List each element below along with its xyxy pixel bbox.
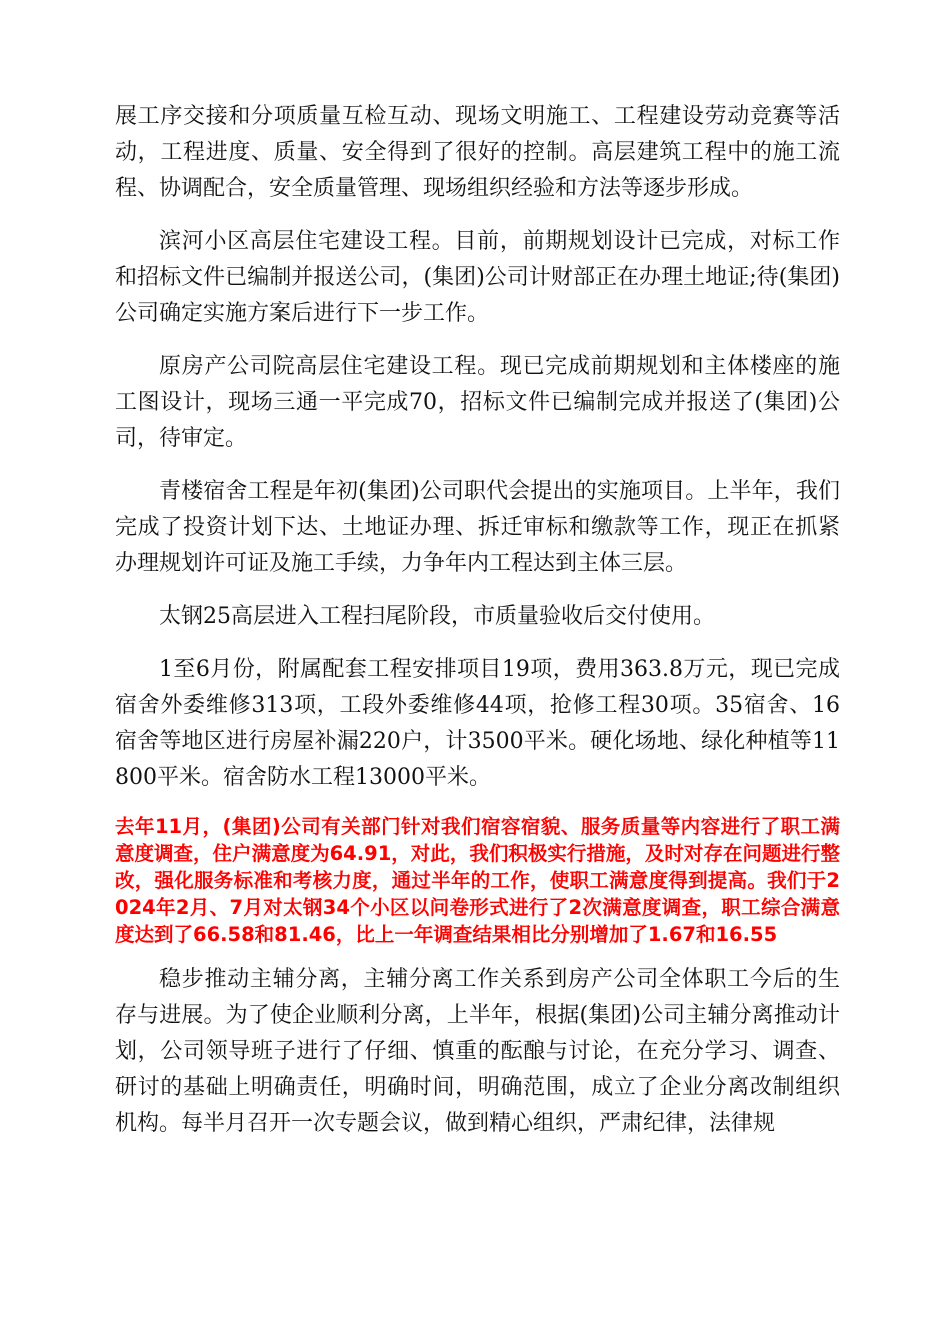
paragraph-satisfaction-survey-highlight: 去年11月，(集团)公司有关部门针对我们宿容宿貌、服务质量等内容进行了职工满意度调查，住户满意度为64.91，对此，我们积极实行措施，及时对存在问题进行整改，强化服务标准和考核力度，通过半年的工作，使职工满意度得到提高。我们于2024年2月、7月对太钢34个小区以问卷形式进行了2次满意度调查，职工综合满意度达到了66.58和81.46，比上一年调查结果相比分别增加了1.67和16.55: [115, 815, 840, 946]
paragraph-qinglou-dormitory: 青楼宿舍工程是年初(集团)公司职代会提出的实施项目。上半年，我们完成了投资计划下达、土地证办理、拆迁审标和缴款等工作，现正在抓紧办理规划许可证及施工手续，力争年内工程达到主体三层。: [115, 479, 840, 576]
paragraph-binhe-project: 滨河小区高层住宅建设工程。目前，前期规划设计已完成，对标工作和招标文件已编制并报送公司，(集团)公司计财部正在办理土地证;待(集团)公司确定实施方案后进行下一步工作。: [115, 229, 840, 326]
paragraph-main-auxiliary-separation: 稳步推动主辅分离，主辅分离工作关系到房产公司全体职工今后的生存与进展。为了使企业顺利分离，上半年，根据(集团)公司主辅分离推动计划，公司领导班子进行了仔细、慎重的酝酿与讨论，在充分学习、调查、研讨的基础上明确责任，明确时间，明确范围，成立了企业分离改制组织机构。每半月召开一次专题会议，做到精心组织，严肃纪律，法律规: [115, 967, 840, 1136]
paragraph-taigang-25: 太钢25高层进入工程扫尾阶段，市质量验收后交付使用。: [159, 604, 715, 629]
paragraph-continuation: 展工序交接和分项质量互检互动、现场文明施工、工程建设劳动竞赛等活动，工程进度、质量、安全得到了很好的控制。高层建筑工程中的施工流程、协调配合，安全质量管理、现场组织经验和方法等逐步形成。: [115, 104, 840, 201]
document-body: [115, 99, 840, 1159]
paragraph-supporting-works: 1至6月份，附属配套工程安排项目19项，费用363.8万元，现已完成宿舍外委维修313项，工段外委维修44项，抢修工程30项。35宿舍、16宿舍等地区进行房屋补漏220户，计3500平米。硬化场地、绿化种植等11800平米。宿舍防水工程13000平米。: [115, 657, 840, 790]
paragraph-former-company-project: 原房产公司院高层住宅建设工程。现已完成前期规划和主体楼座的施工图设计，现场三通一平完成70，招标文件已编制完成并报送了(集团)公司，待审定。: [115, 354, 840, 451]
